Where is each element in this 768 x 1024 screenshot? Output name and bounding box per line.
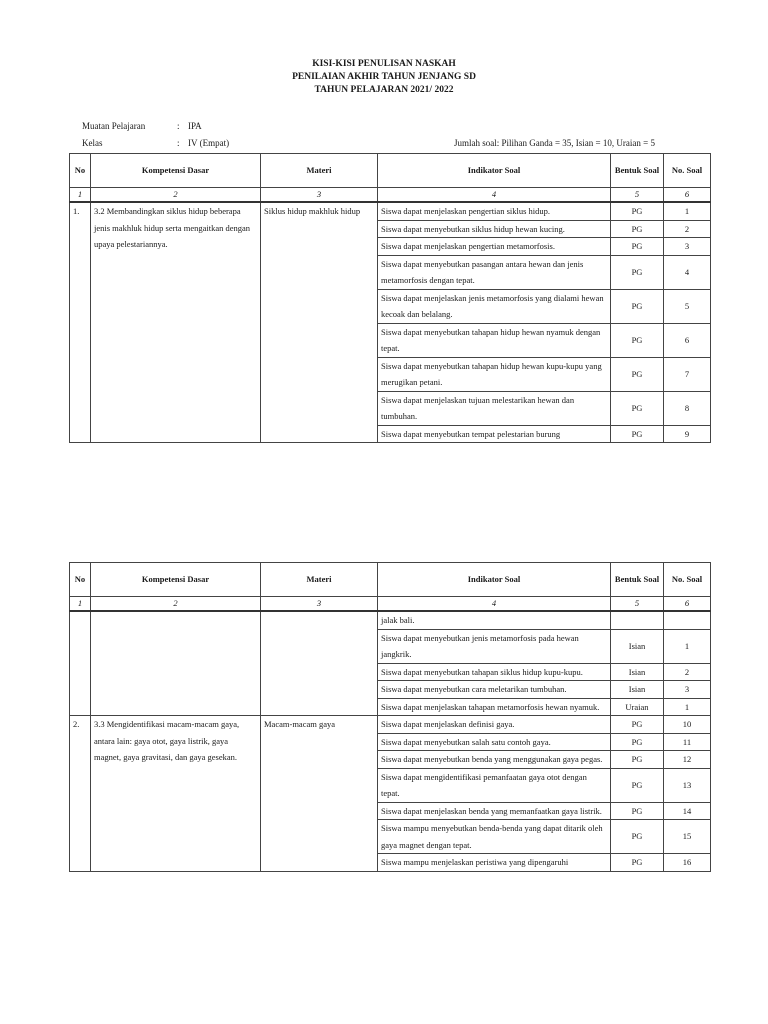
nomor-soal-cell: 15: [664, 820, 711, 854]
nomor-soal-cell: 3: [664, 681, 711, 699]
nomor-soal-cell: 4: [664, 255, 711, 289]
nomor-soal-cell: 1: [664, 202, 711, 220]
col-number: 3: [261, 188, 378, 203]
col-number: 2: [91, 597, 261, 612]
col-header-nosoal: No. Soal: [664, 563, 711, 597]
indikator-cell: Siswa dapat mengidentifikasi pemanfaatan gaya otot dengan tepat.: [378, 768, 611, 802]
subject-value: IPA: [188, 121, 202, 131]
nomor-soal-cell: 5: [664, 289, 711, 323]
col-header-indikator: Indikator Soal: [378, 154, 611, 188]
nomor-soal-cell: 1: [664, 698, 711, 716]
bentuk-soal-cell: PG: [611, 802, 664, 820]
subject-separator: :: [177, 121, 180, 131]
nomor-soal-cell: 2: [664, 220, 711, 238]
nomor-soal-cell: 7: [664, 357, 711, 391]
indikator-cell: Siswa dapat menyebutkan benda yang menggunakan gaya pegas.: [378, 751, 611, 769]
bentuk-soal-cell: PG: [611, 289, 664, 323]
col-number: 1: [70, 188, 91, 203]
nomor-soal-cell: 12: [664, 751, 711, 769]
materi-cell: Macam-macam gaya: [261, 716, 378, 872]
class-separator: :: [177, 138, 180, 148]
col-number: 3: [261, 597, 378, 612]
bentuk-soal-cell: PG: [611, 751, 664, 769]
row-number-empty: [70, 611, 91, 716]
nomor-soal-cell: 3: [664, 238, 711, 256]
row-number: 2.: [70, 716, 91, 872]
bentuk-soal-cell: Isian: [611, 663, 664, 681]
bentuk-soal-cell: Uraian: [611, 698, 664, 716]
indikator-cell: Siswa dapat menjelaskan pengertian metamorfosis.: [378, 238, 611, 256]
doc-title-line-2: PENILAIAN AKHIR TAHUN JENJANG SD: [292, 72, 476, 82]
nomor-soal-cell: 11: [664, 733, 711, 751]
indikator-cell: Siswa dapat menjelaskan tahapan metamorfosis hewan nyamuk.: [378, 698, 611, 716]
grid-table-page-1: [69, 153, 711, 443]
indikator-cell: Siswa dapat menjelaskan benda yang memanfaatkan gaya listrik.: [378, 802, 611, 820]
table-row: [70, 611, 711, 629]
col-number: 5: [611, 188, 664, 203]
col-header-no: No: [70, 563, 91, 597]
col-header-kompetensi: Kompetensi Dasar: [91, 154, 261, 188]
nomor-soal-cell: 2: [664, 663, 711, 681]
bentuk-soal-cell: PG: [611, 820, 664, 854]
indikator-cell: Siswa dapat menyebutkan jenis metamorfosis pada hewan jangkrik.: [378, 629, 611, 663]
indikator-cell: Siswa dapat menjelaskan jenis metamorfosis yang dialami hewan kecoak dan belalang.: [378, 289, 611, 323]
indikator-cell: Siswa dapat menyebutkan pasangan antara hewan dan jenis metamorfosis dengan tepat.: [378, 255, 611, 289]
col-header-kompetensi: Kompetensi Dasar: [91, 563, 261, 597]
kompetensi-dasar-cell: 3.3 Mengidentifikasi macam-macam gaya, antara lain: gaya otot, gaya listrik, gaya magnet, gaya gravitasi, dan gaya gesekan.: [91, 716, 261, 872]
kompetensi-dasar-cell: 3.2 Membandingkan siklus hidup beberapa jenis makhluk hidup serta mengaitkan dengan upaya pelestariannya.: [91, 202, 261, 443]
col-header-no: No: [70, 154, 91, 188]
materi-empty: [261, 611, 378, 716]
col-header-bentuk: Bentuk Soal: [611, 154, 664, 188]
indikator-cell: Siswa dapat menyebutkan tahapan hidup hewan nyamuk dengan tepat.: [378, 323, 611, 357]
subject-label: Muatan Pelajaran: [82, 121, 146, 131]
nomor-soal-cell: 6: [664, 323, 711, 357]
doc-title-line-3: TAHUN PELAJARAN 2021/ 2022: [314, 85, 454, 95]
bentuk-soal-cell: PG: [611, 716, 664, 734]
nomor-soal-cell: 1: [664, 629, 711, 663]
col-number: 6: [664, 188, 711, 203]
row-number: 1.: [70, 202, 91, 443]
bentuk-soal-cell: Isian: [611, 681, 664, 699]
nomor-soal-cell: 13: [664, 768, 711, 802]
grid-table-page-2: [69, 562, 711, 872]
nomor-soal-cell: 9: [664, 425, 711, 443]
bentuk-soal-cell: PG: [611, 238, 664, 256]
col-header-bentuk: Bentuk Soal: [611, 563, 664, 597]
bentuk-soal-cell: PG: [611, 391, 664, 425]
kompetensi-dasar-empty: [91, 611, 261, 716]
col-number: 2: [91, 188, 261, 203]
indikator-cell: Siswa mampu menjelaskan peristiwa yang dipengaruhi: [378, 854, 611, 872]
indikator-cell: Siswa dapat menyebutkan salah satu contoh gaya.: [378, 733, 611, 751]
col-number: 6: [664, 597, 711, 612]
col-header-materi: Materi: [261, 563, 378, 597]
col-header-materi: Materi: [261, 154, 378, 188]
bentuk-soal-cell: [611, 611, 664, 629]
materi-cell: Siklus hidup makhluk hidup: [261, 202, 378, 443]
nomor-soal-cell: 8: [664, 391, 711, 425]
bentuk-soal-cell: Isian: [611, 629, 664, 663]
indikator-cell: jalak bali.: [378, 611, 611, 629]
indikator-cell: Siswa dapat menyebutkan cara meletarikan tumbuhan.: [378, 681, 611, 699]
nomor-soal-cell: 14: [664, 802, 711, 820]
col-number: 4: [378, 188, 611, 203]
nomor-soal-cell: 16: [664, 854, 711, 872]
table-row: [70, 716, 711, 734]
col-number: 5: [611, 597, 664, 612]
nomor-soal-cell: 10: [664, 716, 711, 734]
bentuk-soal-cell: PG: [611, 733, 664, 751]
col-number: 4: [378, 597, 611, 612]
class-label: Kelas: [82, 138, 103, 148]
indikator-cell: Siswa dapat menyebutkan siklus hidup hewan kucing.: [378, 220, 611, 238]
indikator-cell: Siswa dapat menjelaskan definisi gaya.: [378, 716, 611, 734]
question-summary: Jumlah soal: Pilihan Ganda = 35, Isian = 10, Uraian = 5: [454, 138, 655, 148]
indikator-cell: Siswa dapat menyebutkan tempat pelestarian burung: [378, 425, 611, 443]
bentuk-soal-cell: PG: [611, 220, 664, 238]
col-header-indikator: Indikator Soal: [378, 563, 611, 597]
bentuk-soal-cell: PG: [611, 768, 664, 802]
table-row: [70, 202, 711, 220]
indikator-cell: Siswa dapat menyebutkan tahapan hidup hewan kupu-kupu yang merugikan petani.: [378, 357, 611, 391]
indikator-cell: Siswa mampu menyebutkan benda-benda yang dapat ditarik oleh gaya magnet dengan tepat.: [378, 820, 611, 854]
bentuk-soal-cell: PG: [611, 357, 664, 391]
indikator-cell: Siswa dapat menjelaskan tujuan melestarikan hewan dan tumbuhan.: [378, 391, 611, 425]
indikator-cell: Siswa dapat menjelaskan pengertian siklus hidup.: [378, 202, 611, 220]
col-number: 1: [70, 597, 91, 612]
class-value: IV (Empat): [188, 138, 230, 148]
bentuk-soal-cell: PG: [611, 323, 664, 357]
bentuk-soal-cell: PG: [611, 255, 664, 289]
indikator-cell: Siswa dapat menyebutkan tahapan siklus hidup kupu-kupu.: [378, 663, 611, 681]
col-header-nosoal: No. Soal: [664, 154, 711, 188]
bentuk-soal-cell: PG: [611, 425, 664, 443]
bentuk-soal-cell: PG: [611, 202, 664, 220]
doc-title-line-1: KISI-KISI PENULISAN NASKAH: [312, 59, 456, 69]
bentuk-soal-cell: PG: [611, 854, 664, 872]
nomor-soal-cell: [664, 611, 711, 629]
